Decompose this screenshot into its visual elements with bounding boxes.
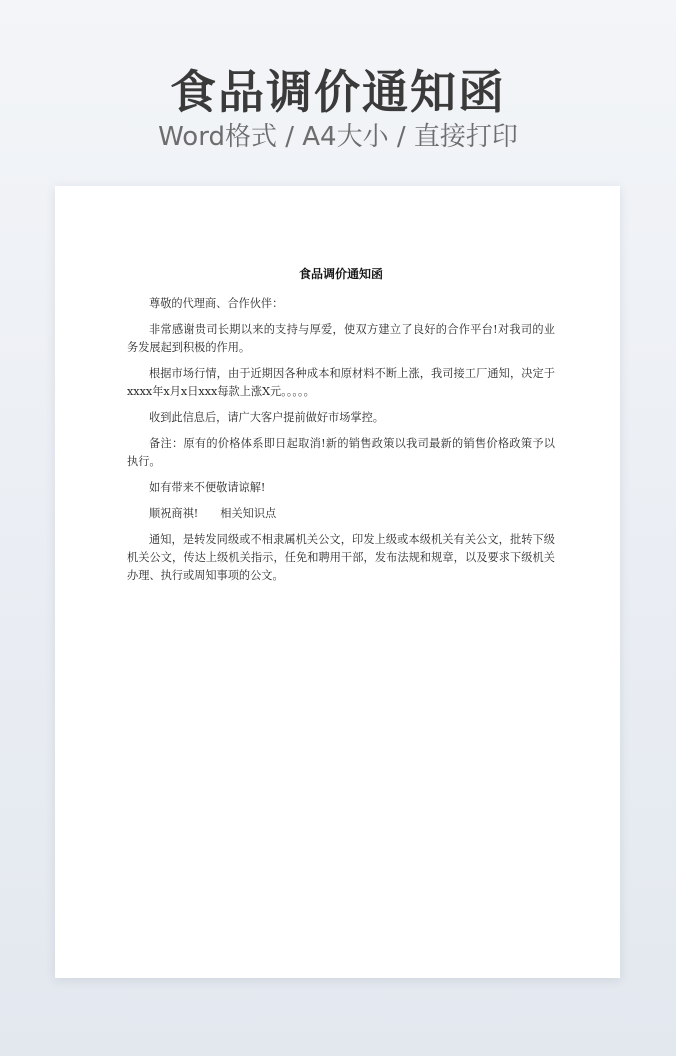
paragraph: 根据市场行情，由于近期因各种成本和原材料不断上涨，我司接工厂通知，决定于xxxx年x月x日xxx每款上涨X元。。。。。 bbox=[127, 367, 555, 398]
closing: 顺祝商祺! bbox=[149, 507, 199, 520]
paragraph: 收到此信息后，请广大客户提前做好市场掌控。 bbox=[149, 411, 384, 424]
document-page bbox=[55, 186, 620, 978]
paragraph: 备注：原有的价格体系即日起取消!新的销售政策以我司最新的销售价格政策予以执行。 bbox=[127, 437, 555, 468]
greeting: 尊敬的代理商、合作伙伴： bbox=[149, 297, 284, 310]
closing-line bbox=[127, 505, 555, 523]
paragraph: 如有带来不便敬请谅解! bbox=[149, 481, 266, 494]
definition-note: 通知，是转发同级或不相隶属机关公文，印发上级或本级机关有关公文，批转下级机关公文，传达上级机关指示，任免和聘用干部，发布法规和规章，以及要求下级机关办理、执行或周知事项的公文。 bbox=[127, 533, 555, 582]
paragraph: 非常感谢贵司长期以来的支持与厚爱，使双方建立了良好的合作平台!对我司的业务发展起到积极的作用。 bbox=[127, 323, 555, 354]
header-banner bbox=[0, 0, 676, 180]
banner-title: 食品调价通知函 bbox=[170, 65, 506, 119]
document-title: 食品调价通知函 bbox=[298, 267, 383, 281]
banner-subtitle: Word格式 / A4大小 / 直接打印 bbox=[158, 122, 518, 152]
document-body bbox=[127, 264, 555, 593]
related-knowledge-label: 相关知识点 bbox=[220, 507, 277, 520]
